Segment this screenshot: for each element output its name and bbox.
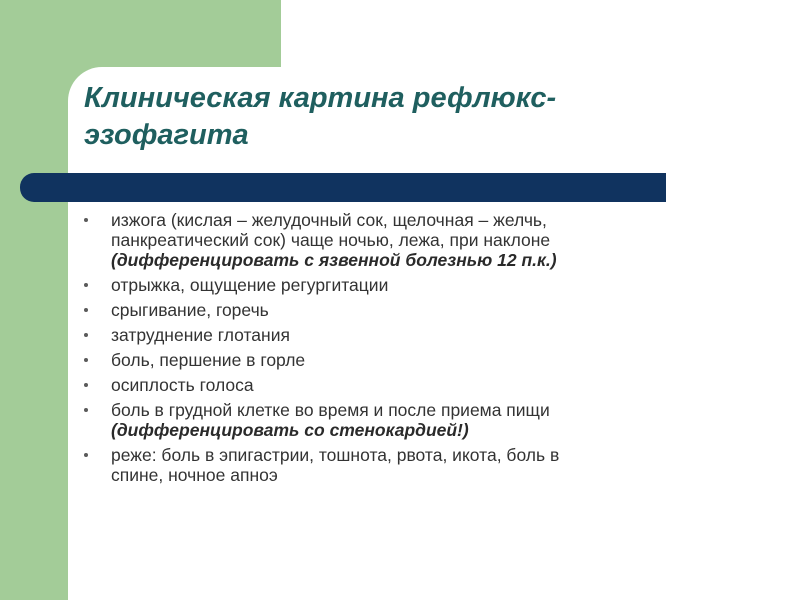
title-divider-bar <box>20 173 666 202</box>
bullet-dot-icon <box>84 408 88 412</box>
bullet-dot-icon <box>84 283 88 287</box>
item-emphasis: (дифференцировать со стенокардией!) <box>111 420 469 440</box>
bullet-dot-icon <box>84 383 88 387</box>
slide-title <box>84 80 724 154</box>
item-line: спине, ночное апноэ <box>111 465 278 485</box>
item-line: осиплость голоса <box>111 375 254 395</box>
item-emphasis: (дифференцировать с язвенной болезнью 12 п.к.) <box>111 250 557 270</box>
list-item <box>82 375 722 395</box>
item-line: срыгивание, горечь <box>111 300 269 320</box>
list-item <box>82 400 722 440</box>
list-item <box>82 325 722 345</box>
list-item <box>82 445 722 485</box>
title-line-1: Клиническая картина рефлюкс- <box>84 82 557 114</box>
item-line: реже: боль в эпигастрии, тошнота, рвота, икота, боль в <box>111 445 560 465</box>
item-line: панкреатический сок) чаще ночью, лежа, при наклоне <box>111 230 551 250</box>
list-item <box>82 300 722 320</box>
symptom-list <box>82 210 722 490</box>
item-line: изжога (кислая – желудочный сок, щелочная – желчь, <box>111 210 547 230</box>
item-line: боль, першение в горле <box>111 350 306 370</box>
list-item <box>82 350 722 370</box>
bullet-dot-icon <box>84 218 88 222</box>
bullet-dot-icon <box>84 308 88 312</box>
bullet-dot-icon <box>84 358 88 362</box>
list-item <box>82 275 722 295</box>
item-line: отрыжка, ощущение регургитации <box>111 275 389 295</box>
list-item <box>82 210 722 270</box>
bullet-dot-icon <box>84 333 88 337</box>
item-line: боль в грудной клетке во время и после приема пищи <box>111 400 550 420</box>
title-line-2: эзофагита <box>84 119 249 151</box>
bullet-dot-icon <box>84 453 88 457</box>
item-line: затруднение глотания <box>111 325 290 345</box>
